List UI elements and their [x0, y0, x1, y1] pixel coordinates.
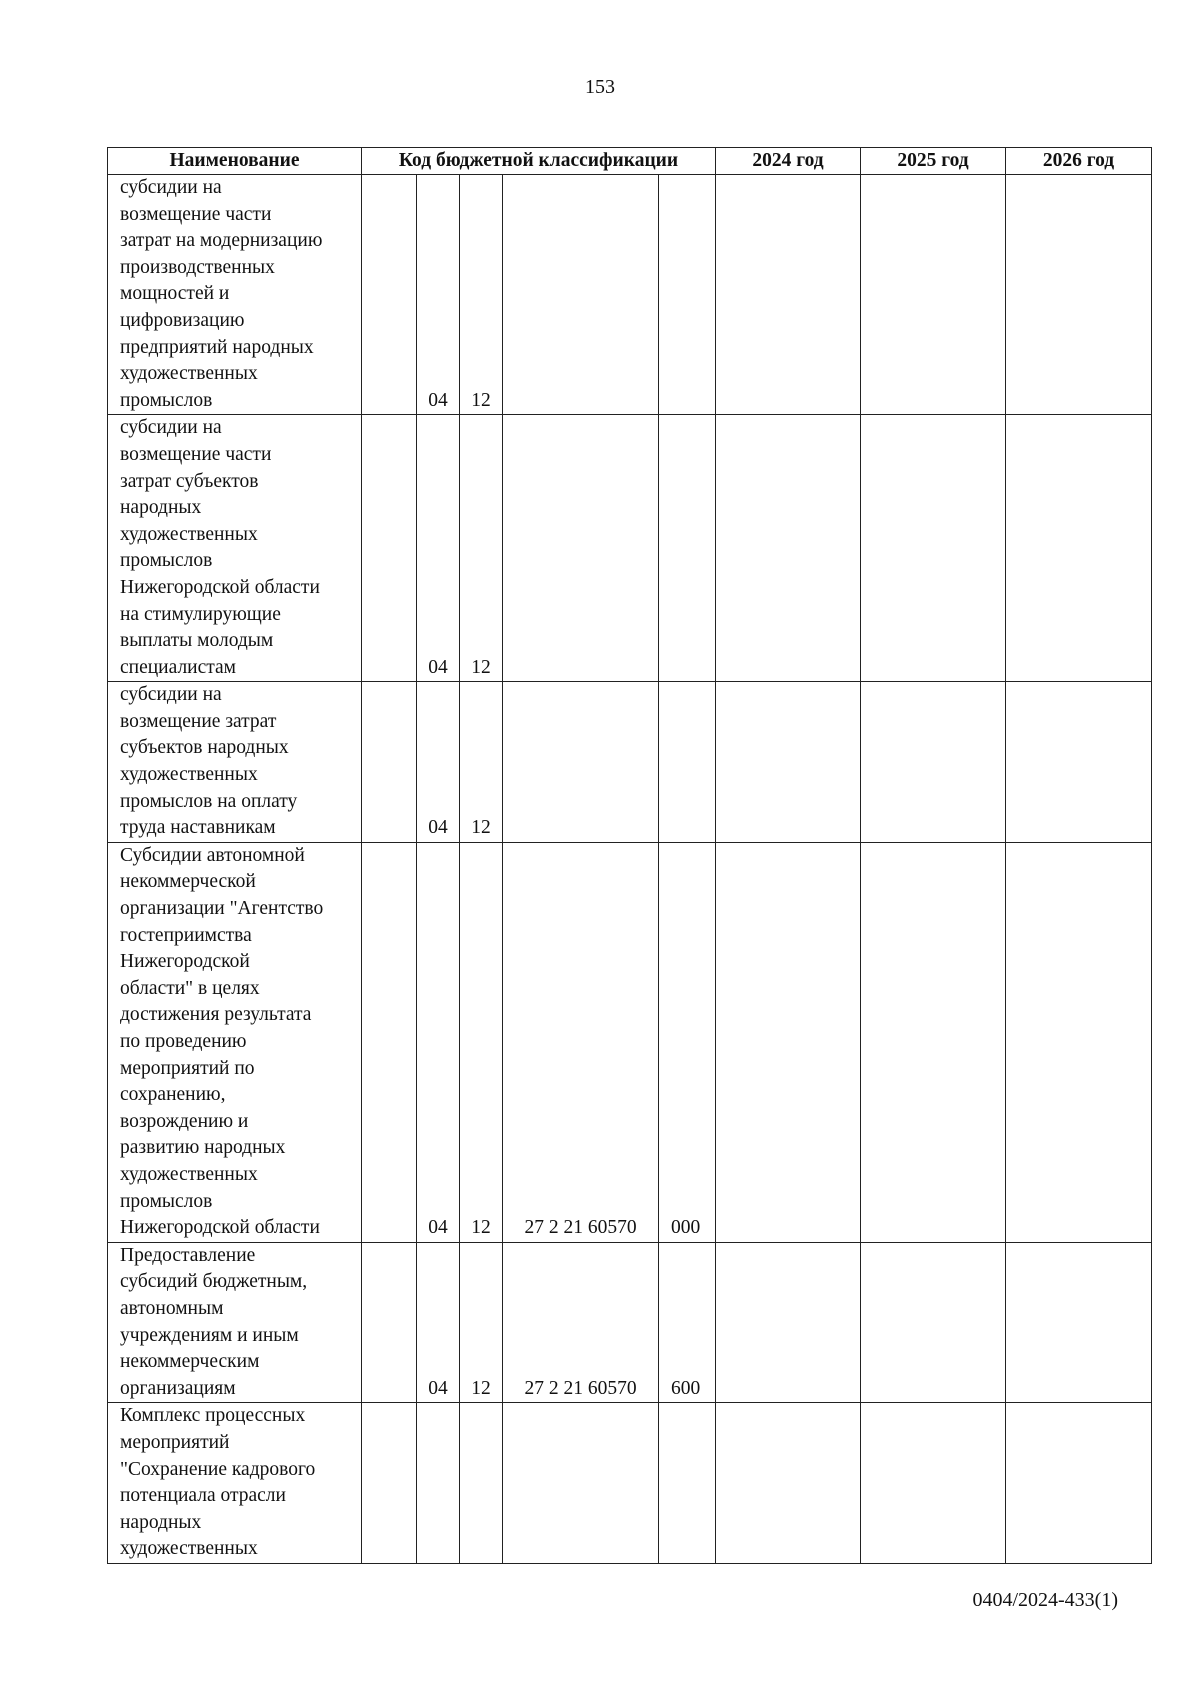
table-row	[108, 1242, 1152, 1403]
code-cell-subsection: 12	[460, 682, 503, 843]
code-cell-section: 04	[417, 175, 460, 415]
budget-table	[107, 147, 1152, 1564]
table-row	[108, 175, 1152, 415]
code-cell-subsection: 12	[460, 415, 503, 682]
page-number: 153	[585, 76, 615, 98]
value-2026	[1006, 1242, 1152, 1403]
row-name-cell	[108, 1242, 362, 1403]
row-name: субсидии на возмещение части затрат на модернизацию производственных мощностей и цифровизацию предприятий народных художественных промыслов	[120, 177, 323, 411]
code-cell-section: 04	[417, 842, 460, 1242]
code-cell-1	[362, 1242, 417, 1403]
header-name: Наименование	[108, 148, 362, 175]
code-cell-expense-type	[659, 175, 716, 415]
code-cell-expense-type	[659, 682, 716, 843]
value-2024	[716, 682, 861, 843]
code-cell-expense-type: 600	[659, 1242, 716, 1403]
code-cell-target-article: 27 2 21 60570	[503, 842, 659, 1242]
document-code: 0404/2024-433(1)	[972, 1589, 1118, 1611]
row-name-cell	[108, 682, 362, 843]
code-cell-target-article	[503, 415, 659, 682]
code-cell-expense-type: 000	[659, 842, 716, 1242]
table-header-row	[108, 148, 1152, 175]
value-2024	[716, 842, 861, 1242]
value-2024	[716, 1403, 861, 1564]
value-2026	[1006, 842, 1152, 1242]
row-name-cell	[108, 175, 362, 415]
header-2024: 2024 год	[716, 148, 861, 175]
code-cell-expense-type	[659, 415, 716, 682]
value-2024	[716, 175, 861, 415]
code-cell-subsection: 12	[460, 1242, 503, 1403]
code-cell-section: 04	[417, 682, 460, 843]
code-cell-1	[362, 415, 417, 682]
value-2026	[1006, 175, 1152, 415]
value-2026	[1006, 415, 1152, 682]
value-2025	[861, 1403, 1006, 1564]
code-cell-target-article	[503, 682, 659, 843]
code-cell-subsection: 12	[460, 175, 503, 415]
code-cell-expense-type	[659, 1403, 716, 1564]
row-name: Комплекс процессных мероприятий "Сохранение кадрового потенциала отрасли народных художественных	[120, 1405, 316, 1560]
code-cell-1	[362, 842, 417, 1242]
value-2025	[861, 682, 1006, 843]
value-2025	[861, 175, 1006, 415]
table-row	[108, 682, 1152, 843]
code-cell-subsection	[460, 1403, 503, 1564]
code-cell-1	[362, 682, 417, 843]
table-row	[108, 1403, 1152, 1564]
code-cell-1	[362, 175, 417, 415]
value-2026	[1006, 1403, 1152, 1564]
row-name: субсидии на возмещение части затрат субъектов народных художественных промыслов Нижегородской области на стимулирующие выплаты молодым специалистам	[120, 417, 320, 678]
header-kbk: Код бюджетной классификации	[362, 148, 716, 175]
row-name: субсидии на возмещение затрат субъектов народных художественных промыслов на оплату труда наставникам	[120, 684, 298, 839]
value-2025	[861, 842, 1006, 1242]
header-2025: 2025 год	[861, 148, 1006, 175]
code-cell-section: 04	[417, 415, 460, 682]
row-name-cell	[108, 1403, 362, 1564]
row-name: Субсидии автономной некоммерческой организации "Агентство гостеприимства Нижегородской области" в целях достижения результата по проведению мероприятий по сохранению, возрождению и развитию народных художественных промыслов Нижегородской области	[120, 844, 324, 1239]
value-2026	[1006, 682, 1152, 843]
value-2024	[716, 415, 861, 682]
code-cell-1	[362, 1403, 417, 1564]
value-2024	[716, 1242, 861, 1403]
code-cell-target-article	[503, 175, 659, 415]
row-name-cell	[108, 842, 362, 1242]
value-2025	[861, 415, 1006, 682]
value-2025	[861, 1242, 1006, 1403]
row-name: Предоставление субсидий бюджетным, автономным учреждениям и иным некоммерческим организациям	[120, 1244, 308, 1399]
code-cell-target-article: 27 2 21 60570	[503, 1242, 659, 1403]
code-cell-target-article	[503, 1403, 659, 1564]
code-cell-subsection: 12	[460, 842, 503, 1242]
code-cell-section: 04	[417, 1242, 460, 1403]
code-cell-section	[417, 1403, 460, 1564]
header-2026: 2026 год	[1006, 148, 1152, 175]
row-name-cell	[108, 415, 362, 682]
table-row	[108, 415, 1152, 682]
table-row	[108, 842, 1152, 1242]
